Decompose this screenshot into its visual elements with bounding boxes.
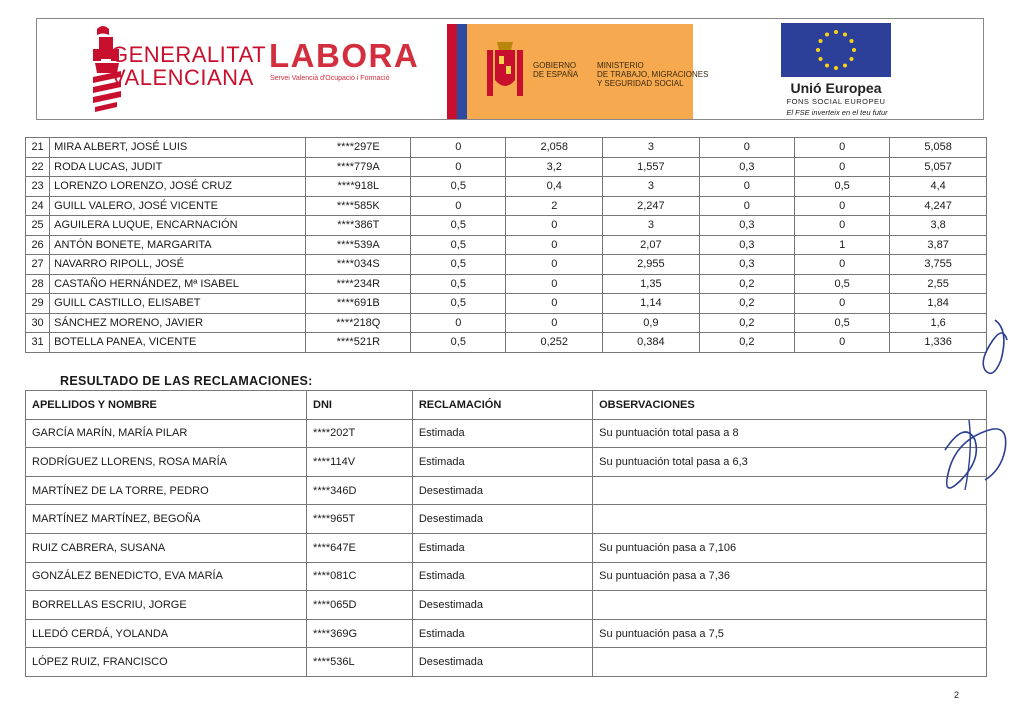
claim-result: Estimada	[412, 562, 592, 591]
candidate-name: SÁNCHEZ MORENO, JAVIER	[50, 313, 306, 333]
header-name: APELLIDOS Y NOMBRE	[26, 391, 307, 420]
flag-stripe-blue	[457, 24, 467, 119]
score-total: 3,87	[890, 235, 987, 255]
labora-logo: LABORA	[269, 37, 420, 74]
score-5: 0	[794, 294, 889, 314]
claimant-dni: ****346D	[307, 476, 413, 505]
header-dni: DNI	[307, 391, 413, 420]
gobierno-espana-logo	[447, 24, 709, 119]
claim-row	[26, 476, 987, 505]
score-5: 1	[794, 235, 889, 255]
score-3: 0,384	[603, 333, 700, 353]
claimant-name: LÓPEZ RUIZ, FRANCISCO	[26, 648, 307, 677]
claim-result: Desestimada	[412, 591, 592, 620]
claim-observation	[593, 591, 987, 620]
score-total: 3,755	[890, 255, 987, 275]
candidate-dni: ****218Q	[306, 313, 411, 333]
claim-result: Desestimada	[412, 648, 592, 677]
score-row	[26, 196, 987, 216]
claims-table	[25, 390, 987, 677]
score-5: 0	[794, 157, 889, 177]
score-2: 0,252	[506, 333, 603, 353]
score-total: 1,6	[890, 313, 987, 333]
scores-table	[25, 137, 987, 353]
score-row	[26, 216, 987, 236]
claim-observation: Su puntuación pasa a 7,106	[593, 533, 987, 562]
candidate-name: RODA LUCAS, JUDIT	[50, 157, 306, 177]
score-4: 0	[699, 138, 794, 158]
score-row	[26, 157, 987, 177]
score-1: 0	[411, 138, 506, 158]
score-3: 2,955	[603, 255, 700, 275]
candidate-name: MIRA ALBERT, JOSÉ LUIS	[50, 138, 306, 158]
claimant-name: LLEDÓ CERDÁ, YOLANDA	[26, 619, 307, 648]
handwritten-signature-icon	[935, 300, 1015, 520]
eu-flag-icon	[781, 23, 891, 77]
claimant-name: RUIZ CABRERA, SUSANA	[26, 533, 307, 562]
claim-result: Estimada	[412, 533, 592, 562]
spain-coat-of-arms-icon	[483, 40, 527, 106]
claimant-dni: ****202T	[307, 419, 413, 448]
score-2: 2,058	[506, 138, 603, 158]
score-3: 1,14	[603, 294, 700, 314]
claim-row	[26, 562, 987, 591]
claim-result: Estimada	[412, 619, 592, 648]
row-number: 23	[26, 177, 50, 197]
score-1: 0,5	[411, 177, 506, 197]
claim-observation	[593, 505, 987, 534]
score-5: 0,5	[794, 313, 889, 333]
row-number: 24	[26, 196, 50, 216]
score-total: 4,247	[890, 196, 987, 216]
claim-observation: Su puntuación total pasa a 8	[593, 419, 987, 448]
claimant-name: BORRELLAS ESCRIU, JORGE	[26, 591, 307, 620]
score-4: 0,2	[699, 274, 794, 294]
score-total: 4,4	[890, 177, 987, 197]
row-number: 22	[26, 157, 50, 177]
generalitat-line2: VALENCIANA	[111, 65, 254, 90]
claim-result: Desestimada	[412, 505, 592, 534]
candidate-dni: ****691B	[306, 294, 411, 314]
score-3: 0,9	[603, 313, 700, 333]
candidate-name: GUILL CASTILLO, ELISABET	[50, 294, 306, 314]
row-number: 25	[26, 216, 50, 236]
score-4: 0,3	[699, 157, 794, 177]
candidate-name: GUILL VALERO, JOSÉ VICENTE	[50, 196, 306, 216]
candidate-dni: ****234R	[306, 274, 411, 294]
row-number: 31	[26, 333, 50, 353]
candidate-name: AGUILERA LUQUE, ENCARNACIÓN	[50, 216, 306, 236]
claimant-name: MARTÍNEZ DE LA TORRE, PEDRO	[26, 476, 307, 505]
candidate-dni: ****521R	[306, 333, 411, 353]
score-5: 0	[794, 216, 889, 236]
results-title: RESULTADO DE LAS RECLAMACIONES:	[60, 374, 313, 388]
score-1: 0,5	[411, 255, 506, 275]
claim-result: Desestimada	[412, 476, 592, 505]
score-2: 3,2	[506, 157, 603, 177]
score-2: 0	[506, 313, 603, 333]
document-header	[36, 18, 984, 120]
score-2: 0	[506, 235, 603, 255]
eu-motto: El FSE inverteix en el teu futur	[786, 108, 888, 117]
candidate-dni: ****585K	[306, 196, 411, 216]
generalitat-line1: GENERALITAT	[111, 42, 267, 67]
score-row	[26, 313, 987, 333]
row-number: 21	[26, 138, 50, 158]
claim-row	[26, 448, 987, 477]
candidate-dni: ****539A	[306, 235, 411, 255]
candidate-dni: ****386T	[306, 216, 411, 236]
score-2: 0	[506, 255, 603, 275]
claimant-name: GONZÁLEZ BENEDICTO, EVA MARÍA	[26, 562, 307, 591]
score-5: 0	[794, 196, 889, 216]
score-4: 0,3	[699, 216, 794, 236]
score-row	[26, 294, 987, 314]
claimant-dni: ****114V	[307, 448, 413, 477]
claim-result: Estimada	[412, 419, 592, 448]
claim-observation: Su puntuación pasa a 7,5	[593, 619, 987, 648]
score-3: 2,247	[603, 196, 700, 216]
score-1: 0,5	[411, 235, 506, 255]
score-5: 0,5	[794, 274, 889, 294]
claim-row	[26, 591, 987, 620]
ministerio-text: MINISTERIO DE TRABAJO, MIGRACIONES Y SEGURIDAD SOCIAL	[597, 61, 709, 88]
score-5: 0	[794, 333, 889, 353]
row-number: 28	[26, 274, 50, 294]
candidate-name: LORENZO LORENZO, JOSÉ CRUZ	[50, 177, 306, 197]
score-1: 0	[411, 157, 506, 177]
claims-header-row	[26, 391, 987, 420]
score-2: 0	[506, 294, 603, 314]
score-1: 0,5	[411, 274, 506, 294]
header-observations: OBSERVACIONES	[593, 391, 987, 420]
claim-observation: Su puntuación total pasa a 6,3	[593, 448, 987, 477]
gobierno-text: GOBIERNO DE ESPAÑA	[533, 61, 579, 79]
candidate-name: NAVARRO RIPOLL, JOSÉ	[50, 255, 306, 275]
claimant-dni: ****536L	[307, 648, 413, 677]
candidate-dni: ****297E	[306, 138, 411, 158]
score-5: 0	[794, 138, 889, 158]
claim-row	[26, 533, 987, 562]
candidate-dni: ****034S	[306, 255, 411, 275]
claim-row	[26, 419, 987, 448]
score-3: 3	[603, 138, 700, 158]
score-4: 0	[699, 196, 794, 216]
score-3: 2,07	[603, 235, 700, 255]
score-4: 0,2	[699, 313, 794, 333]
score-4: 0,2	[699, 333, 794, 353]
score-5: 0,5	[794, 177, 889, 197]
claimant-name: RODRÍGUEZ LLORENS, ROSA MARÍA	[26, 448, 307, 477]
score-total: 5,057	[890, 157, 987, 177]
score-1: 0,5	[411, 216, 506, 236]
claimant-dni: ****065D	[307, 591, 413, 620]
score-2: 0	[506, 274, 603, 294]
eu-subtitle: FONS SOCIAL EUROPEU	[786, 97, 886, 106]
score-row	[26, 177, 987, 197]
score-row	[26, 274, 987, 294]
claimant-dni: ****369G	[307, 619, 413, 648]
claimant-dni: ****965T	[307, 505, 413, 534]
candidate-name: CASTAÑO HERNÁNDEZ, Mª ISABEL	[50, 274, 306, 294]
score-row	[26, 235, 987, 255]
page-number: 2	[954, 690, 960, 700]
claim-row	[26, 619, 987, 648]
score-1: 0,5	[411, 294, 506, 314]
row-number: 29	[26, 294, 50, 314]
eu-title: Unió Europea	[790, 80, 882, 96]
score-total: 5,058	[890, 138, 987, 158]
score-total: 1,336	[890, 333, 987, 353]
claimant-name: GARCÍA MARÍN, MARÍA PILAR	[26, 419, 307, 448]
claim-row	[26, 648, 987, 677]
score-row	[26, 333, 987, 353]
score-4: 0,2	[699, 294, 794, 314]
score-3: 3	[603, 216, 700, 236]
header-claim: RECLAMACIÓN	[412, 391, 592, 420]
score-3: 3	[603, 177, 700, 197]
row-number: 30	[26, 313, 50, 333]
score-3: 1,557	[603, 157, 700, 177]
score-1: 0,5	[411, 333, 506, 353]
claimant-name: MARTÍNEZ MARTÍNEZ, BEGOÑA	[26, 505, 307, 534]
score-3: 1,35	[603, 274, 700, 294]
score-4: 0,3	[699, 255, 794, 275]
score-4: 0	[699, 177, 794, 197]
score-2: 2	[506, 196, 603, 216]
row-number: 26	[26, 235, 50, 255]
claimant-dni: ****081C	[307, 562, 413, 591]
score-total: 2,55	[890, 274, 987, 294]
score-5: 0	[794, 255, 889, 275]
row-number: 27	[26, 255, 50, 275]
generalitat-name	[111, 43, 266, 89]
score-2: 0,4	[506, 177, 603, 197]
flag-stripe-red	[447, 24, 457, 119]
score-row	[26, 255, 987, 275]
candidate-dni: ****779A	[306, 157, 411, 177]
claim-observation: Su puntuación pasa a 7,36	[593, 562, 987, 591]
score-1: 0	[411, 313, 506, 333]
score-row	[26, 138, 987, 158]
labora-subtitle: Servei Valencià d'Ocupació i Formació	[270, 75, 390, 82]
candidate-name: BOTELLA PANEA, VICENTE	[50, 333, 306, 353]
score-1: 0	[411, 196, 506, 216]
score-total: 1,84	[890, 294, 987, 314]
claim-observation	[593, 648, 987, 677]
claim-row	[26, 505, 987, 534]
score-4: 0,3	[699, 235, 794, 255]
claimant-dni: ****647E	[307, 533, 413, 562]
claim-result: Estimada	[412, 448, 592, 477]
candidate-name: ANTÓN BONETE, MARGARITA	[50, 235, 306, 255]
claim-observation	[593, 476, 987, 505]
score-2: 0	[506, 216, 603, 236]
score-total: 3,8	[890, 216, 987, 236]
candidate-dni: ****918L	[306, 177, 411, 197]
